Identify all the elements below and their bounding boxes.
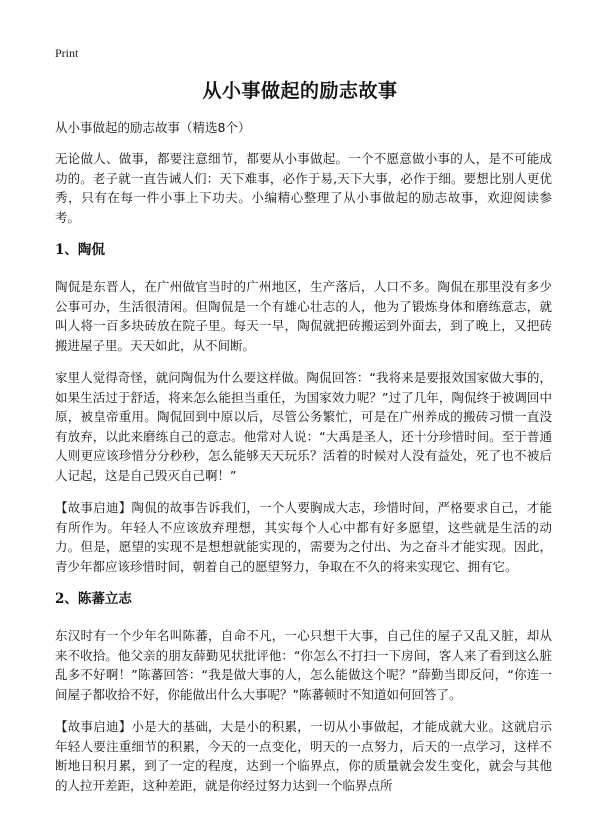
section-heading-chen-fan: 2、陈蕃立志 [55,591,132,607]
story-paragraph: 家里人觉得奇怪，就问陶侃为什么要这样做。陶侃回答：“我将来是要报效国家做大事的，如果生活过于舒适，将来怎么能担当重任，为国家效力呢？”过了几年，陶侃终于被调回中原，被皇帝重用。陶侃回到中原以后，尽管公务繁忙，可是在广州养成的搬砖习惯一直没有放弃，以此来磨练自己的意志。他常对人说：“大禹是圣人，还十分珍惜时间。至于普通人则更应该珍惜分分秒秒，怎么能够天天玩乐？活着的时候对人没有益处，死了也不被后人记起，这是自己毁灭自己啊！” [55,370,552,483]
intro-paragraph: 无论做人、做事，都要注意细节，都要从小事做起。一个不愿意做小事的人，是不可能成功的。老子就一直告诫人们：天下难事，必作于易,天下大事，必作于细。要想比别人更优秀，只有在每一件小事上下功夫。小编精心整理了从小事做起的励志故事，欢迎阅读参考。 [55,151,552,225]
story-paragraph: 陶侃是东晋人，在广州做官当时的广州地区，生产落后，人口不多。陶侃在那里没有多少公事可办，生活很清闲。但陶侃是一个有雄心壮志的人，他为了锻炼身体和磨练意志，就叫人将一百多块砖放在院子里。每天一早，陶侃就把砖搬运到外面去，到了晚上，又把砖搬进屋子里。天天如此，从不间断。 [55,279,552,353]
article-body [55,118,552,808]
story-lesson-paragraph: 【故事启迪】小是大的基础，大是小的积累，一切从小事做起，才能成就大业。这就启示年轻人要注重细节的积累，今天的一点变化，明天的一点努力，后天的一点学习，这样不断地日积月累，到了一定的程度，达到一个临界点，你的质量就会发生变化，就会与其他的人拉开差距，这种差距，就是你经过努力达到一个临界点所 [55,719,552,793]
story-lesson-paragraph: 【故事启迪】陶侃的故事告诉我们，一个人要胸成大志，珍惜时间，严格要求自己，才能有所作为。年轻人不应该放弃理想，其实每个人心中都有好多愿望，这些就是生活的动力。但是，愿望的实现不是想想就能实现的，需要为之付出、为之奋斗才能实现。因此，青少年都应该珍惜时间，朝着自己的愿望努力，争取在不久的将来实现它、拥有它。 [55,500,552,574]
section-heading-tao-kan: 1、陶侃 [55,242,105,258]
article-subtitle: 从小事做起的励志故事（精选8个） [55,120,251,135]
story-paragraph: 东汉时有一个少年名叫陈蕃，自命不凡，一心只想干大事，自己住的屋子又乱又脏，却从来不收拾。他父亲的朋友薛勤见状批评他：“你怎么不打扫一下房间，客人来了看到这么脏乱多不好啊！”陈蕃回答：“我是做大事的人，怎么能做这个呢？”薛勤当即反问，“你连一间屋子都收拾不好，你能做出什么大事呢？”陈蕃顿时不知道如何回答了。 [55,628,552,702]
print-link[interactable]: Print [55,46,79,60]
page-title: 从小事做起的励志故事 [202,80,398,102]
